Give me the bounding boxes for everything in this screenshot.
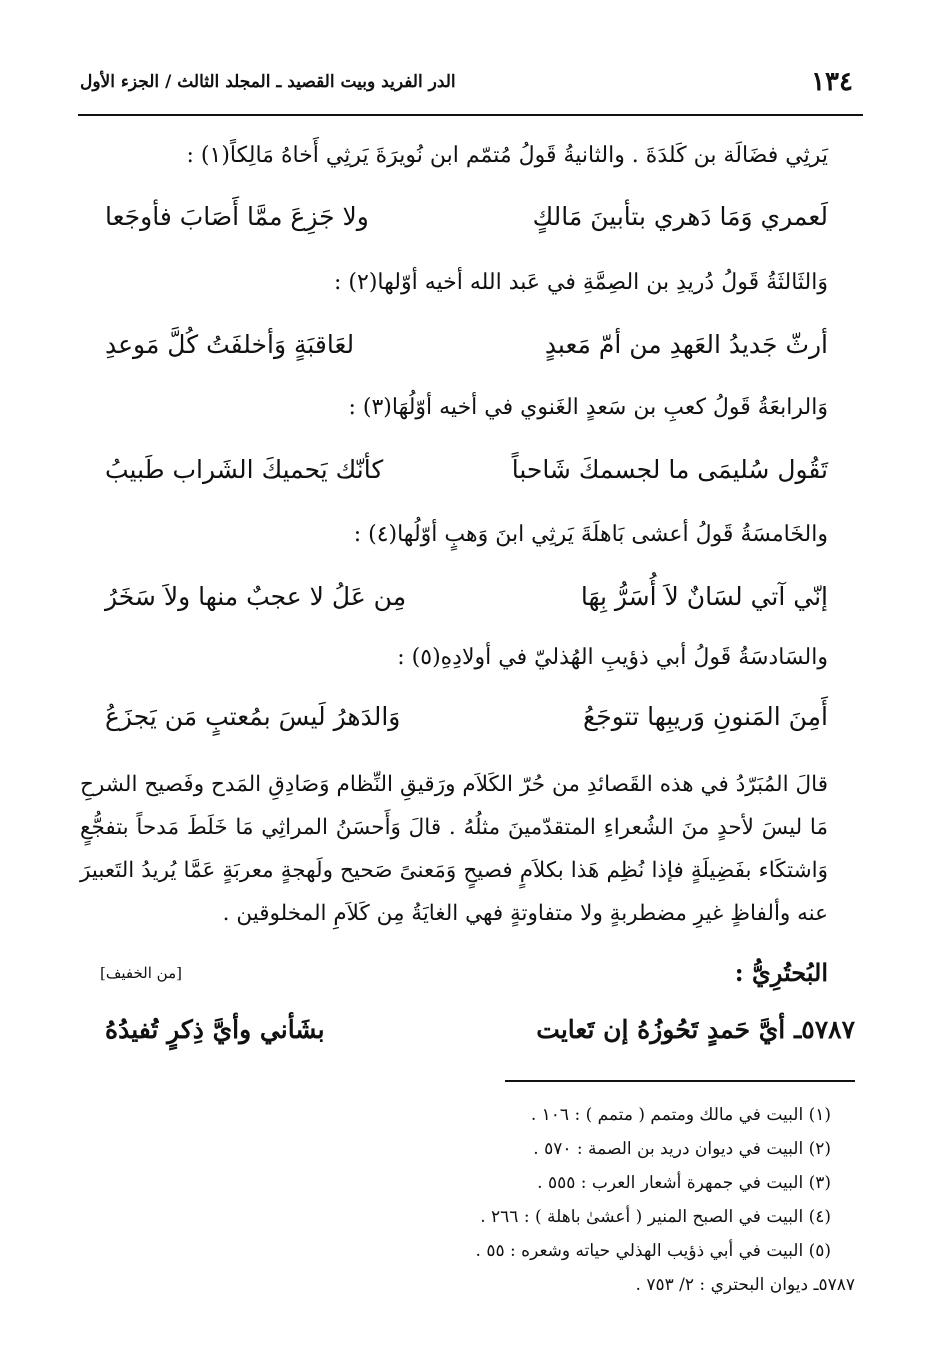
running-head-title: الدر الفريد وبيت القصيد ـ المجلد الثالث / الجزء الأول [80, 72, 456, 92]
footnote: (٥) البيت في أبي ذؤيب الهذلي حياته وشعره : ٥٥ . [475, 1241, 831, 1261]
verse-line [105, 582, 828, 611]
page-number: ١٣٤ [811, 67, 853, 97]
verse-hemistich-first: أَمِنَ المَنونِ وَريبِها تتوجَعُ [582, 702, 828, 731]
footnote: (٣) البيت في جمهرة أشعار العرب : ٥٥٥ . [537, 1173, 831, 1193]
footnote-rule [505, 1080, 855, 1082]
verse-hemistich-second: ولا جَزِعَ ممَّا أَصَابَ فأوجَعا [105, 202, 369, 231]
verse-hemistich-second: مِن عَلُ لا عجبٌ منها ولاَ سَخَرُ [105, 582, 407, 611]
verse-hemistich-first: تَقُول سُليمَى ما لجسمكَ شَاحباً [511, 455, 828, 484]
verse-hemistich-first: أرثّ جَديدُ العَهدِ من أمّ مَعبدٍ [544, 330, 828, 359]
text-line: وَالرابعَةُ قَولُ كعبِ بن سَعدٍ الغَنوي في أخيه أوّلُهَا(٣) : [348, 395, 828, 420]
verse-line [105, 202, 828, 231]
text-line: والسَادسَةُ قَولُ أبي ذؤيبِ الهُذليّ في أولادِهِ(٥) : [397, 645, 828, 670]
footnote: (٢) البيت في ديوان دريد بن الصمة : ٥٧٠ . [533, 1139, 831, 1159]
verse-hemistich-second: وَالدَهرُ لَيسَ بمُعتبٍ مَن يَجزَعُ [105, 702, 401, 731]
text-line: والخَامسَةُ قَولُ أعشى بَاهلَةَ يَرثِي ابنَ وَهبٍ أوّلُها(٤) : [353, 522, 828, 547]
header-rule [78, 114, 863, 116]
meter-label: [من الخفيف] [100, 963, 182, 982]
body-paragraph: قالَ المُبَرّدُ في هذه القَصائدِ من حُرّ الكَلاَم ورَقيقِ النِّظام وَصَادِقِ المَدح وفَصيح الشرحِ مَا ليسَ لأحدٍ منَ الشُعراءِ المتقدّمينَ مثلُهُ . قالَ وَأَحسَنُ المراثِي مَا خَلَطَ مَدحاً بتفجُّعٍ وَاشتكَاء بفَضِيلَةٍ فإذا نُظِم هَذا بكلاَمٍ فصيحٍ وَمَعنىً صَحيح ولَهجةٍ معربَةٍ عَمَّا يُريدُ التَعبيرَ عنه وألفاظٍ غيرِ مضطربةٍ ولا متفاوتةٍ فهي الغايَةُ مِن كَلاَمِ المخلوقين . [80, 772, 828, 926]
verse-hemistich-second: لعَاقبَةٍ وَأخلفَتُ كُلَّ مَوعدِ [105, 330, 355, 359]
footnote: (٤) البيت في الصبح المنير ( أعشىٰ باهلة ) : ٢٦٦ . [480, 1207, 831, 1227]
numbered-verse [105, 1015, 855, 1044]
verse-line [105, 702, 828, 731]
verse-hemistich-first: إنّي آتي لسَانٌ لاَ أُسَرُّ بِهَا [580, 582, 828, 611]
verse-hemistich-first: ٥٧٨٧ـ أيَّ حَمدٍ تَحُوزُهُ إن تَعايت [536, 1015, 855, 1044]
verse-hemistich-second: بشَأني وأيَّ ذِكرٍ تُفيدُهُ [105, 1015, 325, 1044]
poet-heading [100, 958, 828, 987]
verse-hemistich-second: كأنّك يَحميكَ الشَراب طَبيبُ [105, 455, 384, 484]
text-line: يَرثِي فضَالَة بن كَلدَةَ . والثانيةُ قَولُ مُتمّم ابن نُويرَةَ يَرثِي أَخاهُ مَالِكاً(١) : [186, 143, 828, 168]
text-line: وَالثَالثَةُ قَولُ دُريدِ بن الصِمَّةِ في عَبد الله أخيه أوّلها(٢) : [334, 270, 828, 295]
verse-line [105, 455, 828, 484]
poet-name: البُحتُرِيُّ : [734, 958, 828, 987]
verse-line [105, 330, 828, 359]
footnotes [475, 1098, 855, 1302]
verse-hemistich-first: لَعمري وَمَا دَهري بتأبينَ مَالكٍ [532, 202, 828, 231]
footnote: (١) البيت في مالك ومتمم ( متمم ) : ١٠٦ . [530, 1105, 831, 1125]
running-head [80, 62, 853, 102]
footnote-source: ٥٧٨٧ـ ديوان البحتري : ٢/ ٧٥٣ . [635, 1275, 855, 1295]
